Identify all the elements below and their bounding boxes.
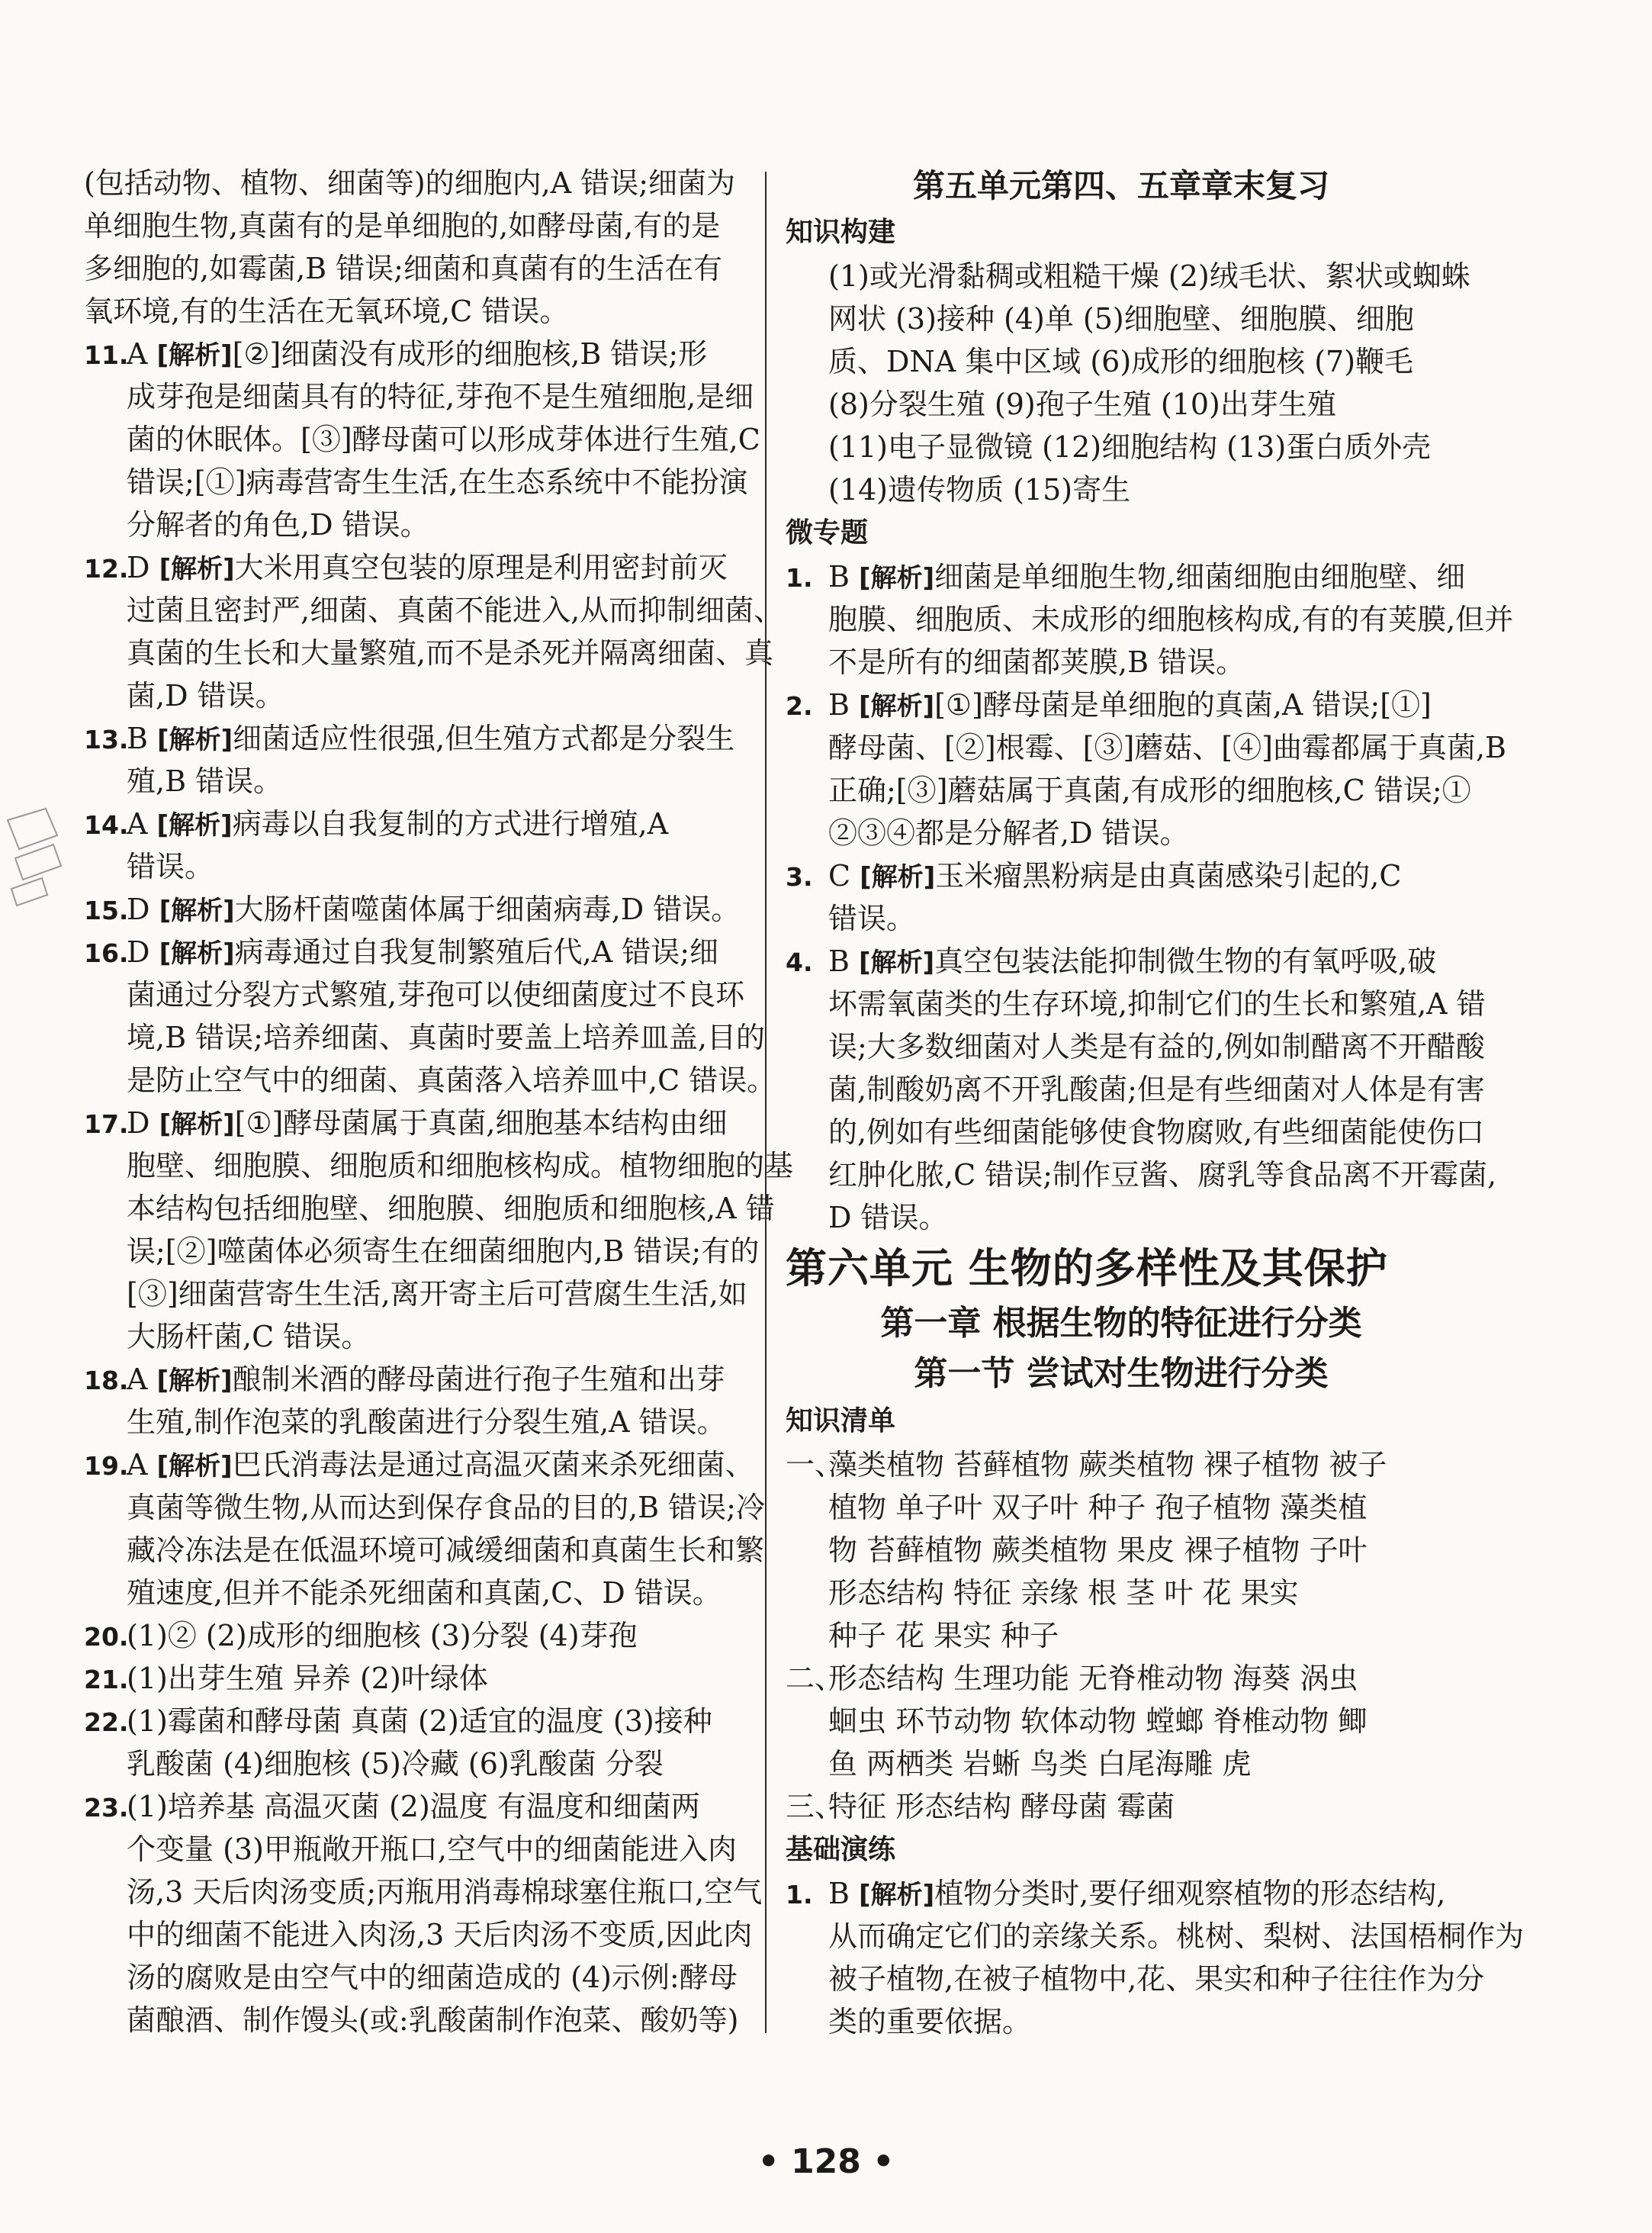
item-continuation: 酵母菌、[②]根霉、[③]蘑菇、[④]曲霉都属于真菌,B [828, 731, 1506, 764]
item-continuation: [③]细菌营寄生生活,离开寄主后可营腐生生活,如 [127, 1277, 747, 1311]
scan-stamp-mark [0, 805, 65, 912]
practice-heading: 基础演练 [786, 1834, 896, 1865]
item-continuation: 菌,D 错误。 [127, 679, 284, 713]
item-continuation: 本结构包括细胞壁、细胞膜、细胞质和细胞核,A 错 [127, 1192, 775, 1225]
item-text: [②]细菌没有成形的细胞核,B 错误;形 [232, 337, 708, 371]
checklist-item [786, 1785, 1457, 1828]
checklist-continuation: 形态结构 特征 亲缘 根 茎 叶 花 果实 [828, 1576, 1299, 1610]
answer-item [84, 888, 747, 931]
item-text: 植物分类时,要仔细观察植物的形态结构, [934, 1877, 1446, 1910]
item-number: 23. [84, 1793, 129, 1823]
item-text: 病毒以自我复制的方式进行增殖,A [232, 807, 669, 841]
left-column [84, 162, 794, 2042]
answer-item [84, 1785, 747, 1828]
answer-letter: C [828, 859, 851, 893]
item-continuation: 从而确定它们的亲缘关系。桃树、梨树、法国梧桐作为 [828, 1919, 1525, 1953]
answer-item [84, 1358, 747, 1401]
knowledge-line: 质、DNA 集中区域 (6)成形的细胞核 (7)鞭毛 [828, 345, 1414, 378]
answer-item [84, 1443, 754, 1486]
item-continuation: 胞膜、细胞质、未成形的细胞核构成,有的有荚膜,但并 [828, 603, 1514, 636]
item-continuation: 不是所有的细菌都荚膜,B 错误。 [828, 645, 1245, 679]
item-continuation: 过菌且密封严,细菌、真菌不能进入,从而抑制细菌、 [127, 594, 783, 627]
item-number: 18. [84, 1366, 129, 1395]
answer-letter: D [127, 551, 150, 584]
item-continuation: 乳酸菌 (4)细胞核 (5)冷藏 (6)乳酸菌 分裂 [127, 1747, 664, 1781]
answer-letter: B [828, 944, 850, 978]
item-continuation: 错误。 [127, 850, 214, 883]
item-continuation: 生殖,制作泡菜的乳酸菌进行分裂生殖,A 错误。 [127, 1405, 726, 1439]
review-title: 第五单元第四、五章章末复习 [912, 167, 1329, 204]
item-text: 玉米瘤黑粉病是由真菌感染引起的,C [935, 859, 1402, 893]
knowledge-line: 网状 (3)接种 (4)单 (5)细胞壁、细胞膜、细胞 [828, 302, 1414, 336]
item-continuation: 中的细菌不能进入肉汤,3 天后肉汤不变质,因此肉 [127, 1918, 753, 1951]
chapter-title: 第一章 根据生物的特征进行分类 [880, 1304, 1362, 1343]
column-divider [765, 172, 767, 2033]
intro-line: 单细胞生物,真菌有的是单细胞的,如酵母菌,有的是 [84, 209, 721, 243]
item-number: 16. [84, 938, 129, 968]
checklist-text: 藻类植物 苔藓植物 蕨类植物 裸子植物 被子 [828, 1448, 1387, 1482]
unit-title: 第六单元 生物的多样性及其保护 [786, 1244, 1388, 1292]
item-text: [①]酵母菌属于真菌,细胞基本结构由细 [234, 1106, 728, 1140]
checklist-continuation: 植物 单子叶 双子叶 种子 孢子植物 藻类植 [828, 1491, 1368, 1524]
item-continuation: 藏冷冻法是在低温环境可减缓细菌和真菌生长和繁 [127, 1533, 765, 1567]
item-number: 4. [786, 948, 813, 977]
item-continuation: 菌,制酸奶离不开乳酸菌;但是有些细菌对人体是有害 [828, 1073, 1485, 1106]
item-text: (1)出芽生殖 异养 (2)叶绿体 [127, 1662, 488, 1695]
knowledge-line: (14)遗传物质 (15)寄生 [828, 473, 1131, 507]
item-continuation: 误;[②]噬菌体必须寄生在细菌细胞内,B 错误;有的 [127, 1234, 760, 1268]
analysis-tag: [解析] [859, 691, 935, 722]
answer-item [84, 1700, 747, 1742]
answer-item [786, 854, 1457, 897]
checklist-item [786, 1443, 1457, 1486]
answer-letter: D [127, 1106, 150, 1140]
knowledge-line: (1)或光滑黏稠或粗糙干燥 (2)绒毛状、絮状或蜘蛛 [828, 259, 1470, 293]
item-continuation: 错误;[①]病毒营寄生生活,在生态系统中不能扮演 [127, 465, 748, 499]
item-continuation: 境,B 错误;培养细菌、真菌时要盖上培养皿盖,目的 [127, 1021, 765, 1054]
item-text: [①]酵母菌是单细胞的真菌,A 错误;[①] [934, 688, 1432, 722]
item-number: 12. [84, 554, 129, 584]
answer-item [84, 1657, 747, 1700]
item-number: 1. [786, 563, 813, 593]
item-continuation: 真菌的生长和大量繁殖,而不是杀死并隔离细菌、真 [127, 636, 774, 670]
item-text: 真空包装法能抑制微生物的有氧呼吸,破 [934, 944, 1437, 978]
answer-item [84, 803, 747, 845]
item-continuation: 正确;[③]蘑菇属于真菌,有成形的细胞核,C 错误;① [828, 774, 1471, 807]
item-continuation: 个变量 (3)甲瓶敞开瓶口,空气中的细菌能进入肉 [127, 1832, 737, 1866]
knowledge-line: (8)分裂生殖 (9)孢子生殖 (10)出芽生殖 [828, 388, 1336, 421]
item-continuation: 汤,3 天后肉汤变质;丙瓶用消毒棉球塞住瓶口,空气 [127, 1875, 763, 1909]
analysis-tag: [解析] [156, 810, 233, 841]
answer-item [786, 555, 1466, 598]
item-continuation: 菌的休眠体。[③]酵母菌可以形成芽体进行生殖,C [127, 423, 760, 456]
answer-letter: B [828, 688, 850, 722]
item-number: 11. [84, 340, 129, 370]
item-continuation: 汤的腐败是由空气中的细菌造成的 (4)示例:酵母 [127, 1961, 738, 1994]
item-continuation: 错误。 [828, 902, 916, 935]
checklist-label: 一、 [786, 1448, 844, 1482]
checklist-continuation: 蛔虫 环节动物 软体动物 螳螂 脊椎动物 鲫 [828, 1704, 1368, 1738]
answer-item [84, 717, 747, 760]
item-text: 病毒通过自我复制繁殖后代,A 错误;细 [234, 935, 719, 969]
item-text: 细菌适应性很强,但生殖方式都是分裂生 [233, 722, 735, 755]
item-text: 酿制米酒的酵母菌进行孢子生殖和出芽 [232, 1363, 725, 1396]
item-continuation: 坏需氧菌类的生存环境,抑制它们的生长和繁殖,A 错 [828, 987, 1486, 1021]
knowledge-line: (11)电子显微镜 (12)细胞结构 (13)蛋白质外壳 [828, 430, 1432, 464]
answer-item [84, 1614, 747, 1657]
analysis-tag: [解析] [860, 862, 936, 893]
answer-item [786, 1872, 1457, 1915]
answer-item [84, 931, 747, 973]
answer-item [84, 546, 747, 589]
item-number: 1. [786, 1880, 813, 1910]
item-text: 巴氏消毒法是通过高温灭菌来杀死细菌、 [232, 1448, 754, 1482]
checklist-text: 特征 形态结构 酵母菌 霉菌 [828, 1790, 1175, 1823]
intro-line: 氧环境,有的生活在无氧环境,C 错误。 [84, 294, 569, 328]
item-text: (1)培养基 高温灭菌 (2)温度 有温度和细菌两 [127, 1790, 700, 1823]
checklist-continuation: 鱼 两栖类 岩蜥 鸟类 白尾海雕 虎 [828, 1747, 1252, 1781]
analysis-tag: [解析] [159, 554, 235, 584]
checklist-continuation: 种子 花 果实 种子 [828, 1619, 1059, 1652]
item-text: 大米用真空包装的原理是利用密封前灭 [234, 551, 728, 584]
answer-letter: A [127, 1448, 148, 1482]
answer-letter: B [828, 1877, 850, 1910]
item-continuation: 被子植物,在被子植物中,花、果实和种子往往作为分 [828, 1962, 1485, 1996]
item-continuation: 菌通过分裂方式繁殖,芽孢可以使细菌度过不良环 [127, 978, 745, 1012]
item-continuation: 红肿化脓,C 错误;制作豆酱、腐乳等食品离不开霉菌, [828, 1158, 1497, 1192]
checklist-item [786, 1657, 1457, 1700]
checklist-label: 三、 [786, 1790, 844, 1823]
answer-letter: B [127, 722, 148, 755]
item-text: 细菌是单细胞生物,细菌细胞由细胞壁、细 [934, 560, 1466, 594]
item-number: 21. [84, 1665, 129, 1694]
item-text: (1)② (2)成形的细胞核 (3)分裂 (4)芽孢 [127, 1619, 638, 1652]
answer-letter: A [127, 337, 148, 371]
item-number: 22. [84, 1707, 129, 1737]
item-continuation: 误;大多数细菌对人类是有益的,例如制醋离不开醋酸 [828, 1030, 1485, 1063]
analysis-tag: [解析] [159, 1109, 235, 1140]
analysis-tag: [解析] [159, 896, 235, 926]
item-number: 14. [84, 810, 129, 840]
answer-letter: D [127, 935, 150, 969]
item-continuation: ②③④都是分解者,D 错误。 [828, 816, 1189, 850]
checklist-continuation: 物 苔藓植物 蕨类植物 果皮 裸子植物 子叶 [828, 1533, 1368, 1567]
answer-item [786, 684, 1457, 726]
answer-item [84, 1102, 747, 1144]
item-text: (1)霉菌和酵母菌 真菌 (2)适宜的温度 (3)接种 [127, 1704, 712, 1738]
item-number: 13. [84, 725, 129, 755]
item-continuation: 大肠杆菌,C 错误。 [127, 1320, 371, 1353]
item-text: 大肠杆菌噬菌体属于细菌病毒,D 错误。 [234, 893, 741, 926]
item-continuation: 真菌等微生物,从而达到保存食品的目的,B 错误;冷 [127, 1491, 765, 1524]
item-number: 17. [84, 1109, 129, 1139]
item-continuation: 是防止空气中的细菌、真菌落入培养皿中,C 错误。 [127, 1063, 776, 1097]
answer-letter: D [127, 893, 150, 926]
checklist-heading: 知识清单 [786, 1405, 896, 1437]
item-continuation: 类的重要依据。 [828, 2005, 1032, 2038]
checklist-text: 形态结构 生理功能 无脊椎动物 海葵 涡虫 [828, 1662, 1358, 1695]
analysis-tag: [解析] [156, 340, 233, 371]
analysis-tag: [解析] [159, 938, 235, 969]
item-continuation: 分解者的角色,D 错误。 [127, 508, 429, 542]
analysis-tag: [解析] [859, 563, 935, 594]
micro-topic-heading: 微专题 [786, 517, 869, 549]
checklist-label: 二、 [786, 1662, 844, 1695]
answer-letter: A [127, 1363, 148, 1396]
analysis-tag: [解析] [156, 1366, 233, 1396]
knowledge-heading: 知识构建 [786, 217, 896, 248]
answer-letter: A [127, 807, 148, 841]
analysis-tag: [解析] [859, 948, 935, 978]
page-number: • 128 • [757, 2142, 895, 2181]
item-continuation: 胞壁、细胞膜、细胞质和细胞核构成。植物细胞的基 [127, 1149, 794, 1182]
right-column [786, 162, 1525, 2043]
answer-item [84, 333, 747, 375]
item-number: 15. [84, 896, 129, 925]
item-continuation: 的,例如有些细菌能够使食物腐败,有些细菌能使伤口 [828, 1115, 1485, 1149]
answer-item [786, 940, 1457, 983]
item-continuation: 成芽孢是细菌具有的特征,芽孢不是生殖细胞,是细 [127, 380, 754, 413]
item-number: 3. [786, 862, 813, 892]
intro-line: 多细胞的,如霉菌,B 错误;细菌和真菌有的生活在有 [84, 252, 722, 285]
item-number: 20. [84, 1622, 129, 1652]
item-continuation: D 错误。 [828, 1201, 948, 1234]
answer-letter: B [828, 560, 850, 594]
analysis-tag: [解析] [157, 725, 233, 755]
item-continuation: 殖,B 错误。 [127, 764, 283, 798]
item-number: 19. [84, 1451, 129, 1481]
item-continuation: 菌酿酒、制作馒头(或:乳酸菌制作泡菜、酸奶等) [127, 2003, 739, 2037]
item-continuation: 殖速度,但并不能杀死细菌和真菌,C、D 错误。 [127, 1576, 722, 1610]
analysis-tag: [解析] [859, 1880, 935, 1910]
item-number: 2. [786, 691, 813, 721]
analysis-tag: [解析] [156, 1451, 233, 1482]
section-title: 第一节 尝试对生物进行分类 [914, 1354, 1329, 1393]
intro-line: (包括动物、植物、细菌等)的细胞内,A 错误;细菌为 [84, 166, 736, 200]
